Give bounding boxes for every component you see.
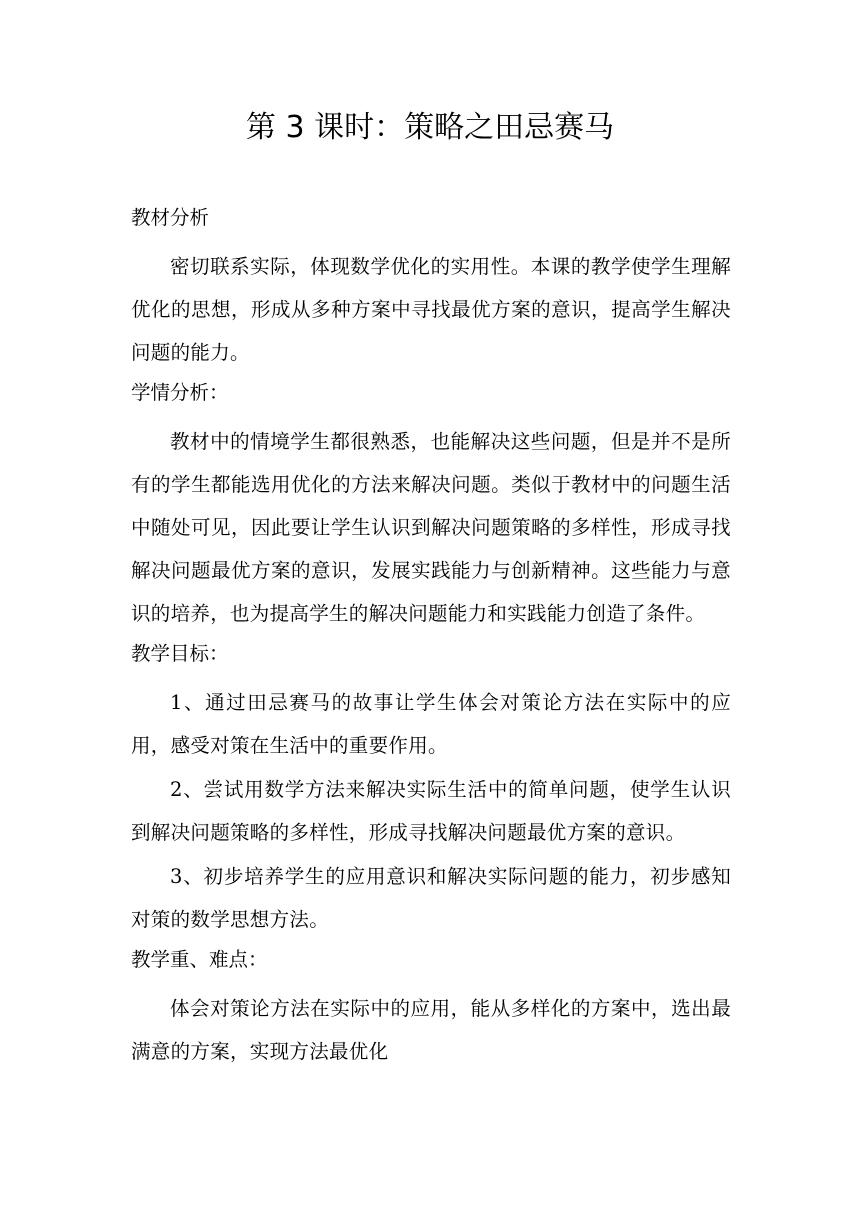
section-heading: 教材分析 [131,206,210,229]
section-key-difficult-points [131,942,731,1073]
objective-item: 3、初步培养学生的应用意识和解决实际问题的能力，初步感知对策的数学思想方法。 [131,865,731,931]
objective-item: 1、通过田忌赛马的故事让学生体会对策论方法在实际中的应用，感受对策在生活中的重要作用。 [131,691,731,757]
section-student-analysis [131,375,731,635]
section-heading: 学情分析： [131,381,229,404]
section-heading: 教学目标： [131,642,229,665]
document-body [131,200,731,1074]
page-title: 第 3 课时：策略之田忌赛马 [245,110,615,145]
objective-item: 2、尝试用数学方法来解决实际生活中的简单问题，使学生认识到解决问题策略的多样性，形成寻找解决问题最优方案的意识。 [131,778,731,844]
paragraph: 体会对策论方法在实际中的应用，能从多样化的方案中，选出最满意的方案，实现方法最优化 [131,997,731,1063]
section-heading: 教学重、难点： [131,948,268,971]
paragraph: 教材中的情境学生都很熟悉，也能解决这些问题，但是并不是所有的学生都能选用优化的方法来解决问题。类似于教材中的问题生活中随处可见，因此要让学生认识到解决问题策略的多样性，形成寻找解决问题最优方案的意识，发展实践能力与创新精神。这些能力与意识的培养，也为提高学生的解决问题能力和实践能力创造了条件。 [131,430,731,625]
section-teaching-objectives [131,636,731,941]
section-teaching-material-analysis [131,200,731,374]
paragraph: 密切联系实际，体现数学优化的实用性。本课的教学使学生理解优化的思想，形成从多种方案中寻找最优方案的意识，提高学生解决问题的能力。 [131,255,731,364]
